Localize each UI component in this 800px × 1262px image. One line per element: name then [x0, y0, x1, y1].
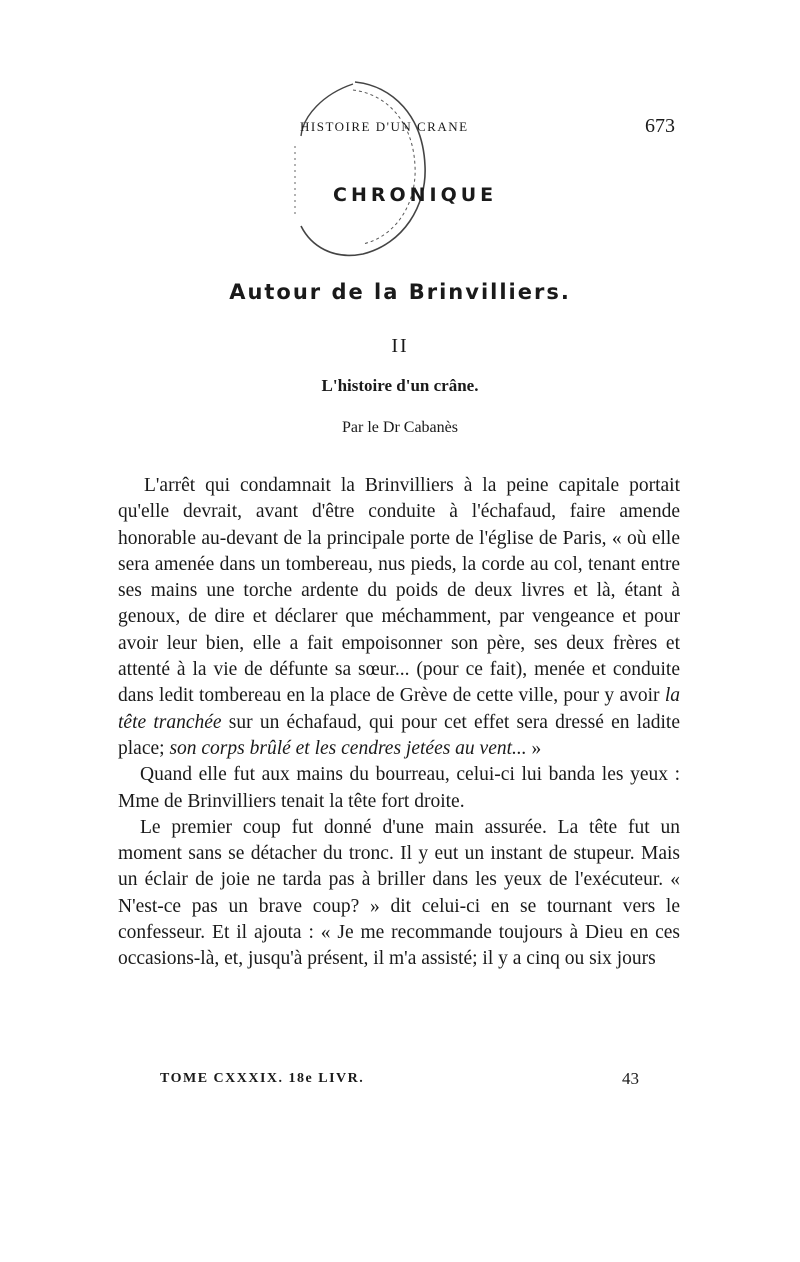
byline: Par le Dr Cabanès — [342, 419, 458, 436]
paragraph-1-italic-2: son corps brûlé et les cendres jetées au vent... — [169, 737, 527, 759]
sheet-signature: 43 — [622, 1069, 639, 1088]
volume-signature: TOME CXXXIX. 18e LIVR. — [160, 1071, 365, 1086]
paragraph-1-text-3: » — [526, 737, 542, 759]
running-head: HISTOIRE D'UN CRANE — [300, 119, 469, 134]
library-stamp — [293, 76, 431, 262]
paragraph-1-italic-1: la tête tranchée — [118, 685, 680, 733]
paragraph-1 — [118, 473, 680, 762]
section-label: CHRONIQUE — [333, 184, 498, 206]
paragraph-1-text-2: sur un échafaud, qui pour cet effet sera dressé en ladite place; — [118, 711, 680, 759]
paragraph-1-text: L'arrêt qui condamnait la Brinvilliers à la peine capitale portait qu'elle devrait, avant d'être conduite à l'échafaud, faire amende honorable au-devant de la principale porte de l'église de Paris, « où elle sera amenée dans un tombereau, nus pieds, la corde au col, tenant entre ses mains une torche ardente du poids de deux livres et là, étant à genoux, de dire et déclarer que méchamment, par vengeance et pour avoir leur bien, elle a fait empoisonner son père, ses deux frères et attenté à la vie de défunte sa sœur... (pour ce fait), menée et conduite dans ledit tombereau en la place de Grève de cette ville, pour y avoir — [118, 475, 680, 707]
article-title: Autour de la Brinvilliers. — [229, 280, 571, 304]
page-number: 673 — [645, 115, 675, 137]
article-body — [118, 473, 680, 973]
paragraph-3: Le premier coup fut donné d'une main assurée. La tête fut un moment sans se détacher du tronc. Il y eut un instant de stupeur. Mais un éclair de joie ne tarda pas à briller dans les yeux de l'exécuteur. « N'est-ce pas un brave coup? » dit celui-ci en se tournant vers le confesseur. Et il ajouta : « Je me recommande toujours à Dieu en ces occasions-là, et, jusqu'à présent, il m'a assisté; il y a cinq ou six jours — [118, 816, 680, 970]
paragraph-2: Quand elle fut aux mains du bourreau, celui-ci lui banda les yeux : Mme de Brinvilliers tenait la tête fort droite. — [118, 764, 680, 812]
article-subtitle: L'histoire d'un crâne. — [321, 376, 479, 395]
part-numeral: II — [391, 335, 409, 357]
